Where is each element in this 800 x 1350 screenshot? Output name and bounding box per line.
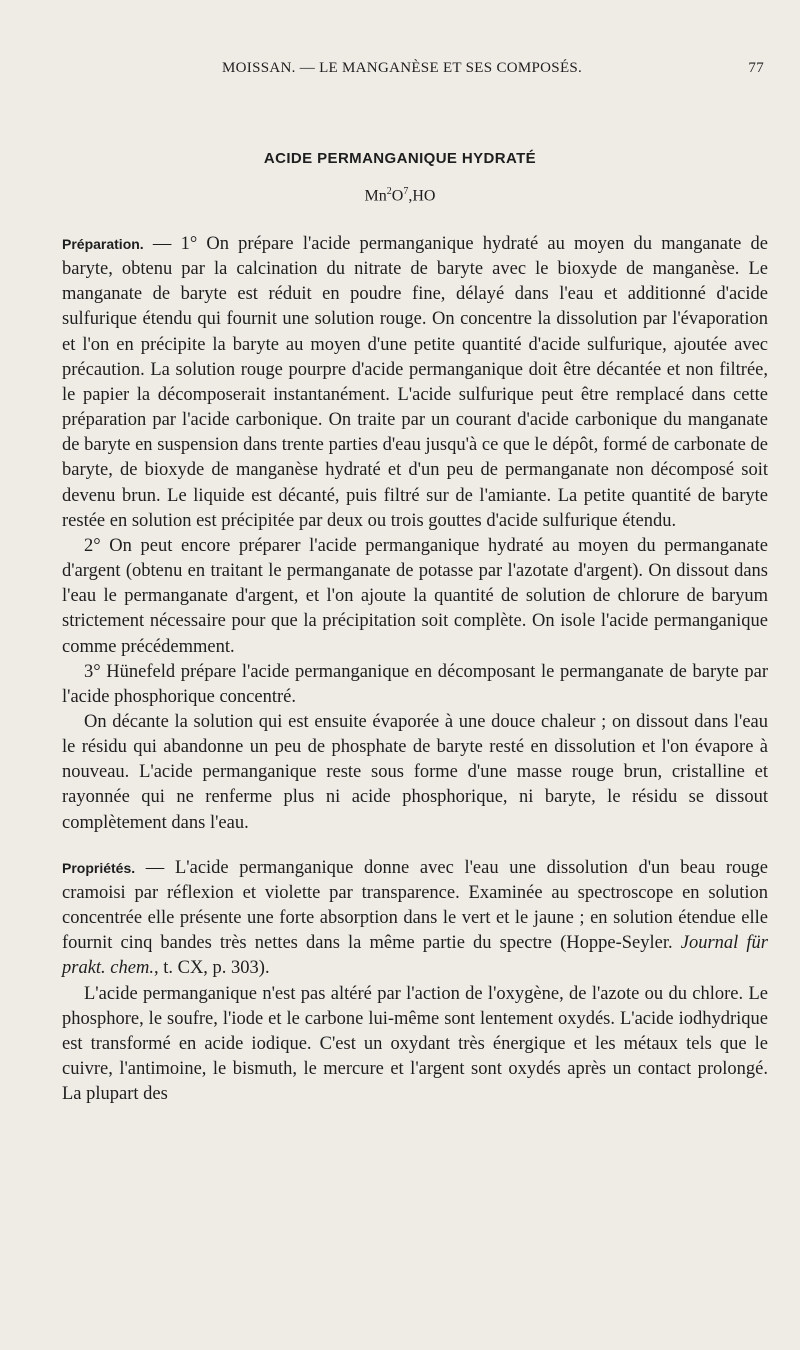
runin-heading-properties: Propriétés. — [62, 859, 136, 876]
formula-element-ho: ,HO — [408, 187, 436, 205]
page-number: 77 — [748, 60, 764, 76]
section-title: ACIDE PERMANGANIQUE HYDRATÉ — [263, 150, 537, 167]
paragraph-preparation-1 — [62, 232, 768, 534]
running-title: MOISSAN. — LE MANGANÈSE ET SES COMPOSÉS. — [222, 60, 583, 76]
formula-subscript-7: 7 — [403, 186, 409, 197]
paragraph-preparation-3: 3° Hünefeld prépare l'acide permanganique en décomposant le permanganate de baryte par l'acide phosphorique concentré. — [62, 661, 768, 707]
formula-element-o: O — [391, 187, 404, 205]
journal-citation: Journal für prakt. chem. — [62, 933, 769, 979]
formula-subscript-2: 2 — [386, 186, 392, 197]
paragraph-properties-2: L'acide permanganique n'est pas altéré par l'action de l'oxygène, de l'azote ou du chlore. Le phosphore, le soufre, l'iode et le carbone lui-même sont lentement oxydés. L'acide iodhydrique est transformé en acide iodique. C'est un oxydant très énergique et les métaux tels que le cuivre, l'antimoine, le bismuth, le mercure et l'argent sont oxydés après un contact prolongé. La plupart des — [62, 983, 768, 1105]
paragraph-preparation-2: 2° On peut encore préparer l'acide permanganique hydraté au moyen du permanganate d'argent (obtenu en traitant le permanganate de potasse par l'azotate d'argent). On dissout dans l'eau le permanganate d'argent, et l'on ajoute la quantité de solution de chlorure de baryum strictement nécessaire pour que la précipitation soit complète. On isole l'acide permanganique comme précédemment. — [62, 535, 768, 657]
paragraph-text: , t. CX, p. 303). — [153, 958, 270, 979]
running-header — [62, 60, 768, 84]
paragraph-text: — L'acide permanganique donne avec l'eau une dissolution d'un beau rouge cramoisi par réflexion et violette par transparence. Examinée au spectroscope en solution concentrée elle présente une forte absorption dans le vert et le jaune ; en solution étendue elle fournit cinq bandes très nettes dans la même partie du spectre (Hoppe-Seyler. — [62, 857, 768, 954]
formula-element-mn: Mn — [364, 187, 387, 205]
paragraph-properties-1 — [62, 856, 768, 982]
paragraph-preparation-4: On décante la solution qui est ensuite évaporée à une douce chaleur ; on dissout dans l'eau le résidu qui abandonne un peu de phosphate de baryte resté en dissolution et l'on évapore à nouveau. L'acide permanganique reste sous forme d'une masse rouge brun, cristalline et rayonnée qui ne renferme plus ni acide phosphorique, ni baryte, le résidu se dissout complètement dans l'eau. — [62, 711, 768, 833]
chemical-formula — [0, 186, 800, 205]
body-text — [62, 232, 768, 1107]
paragraph-text: — 1° On prépare l'acide permanganique hydraté au moyen du manganate de baryte, obtenu par la calcination du nitrate de baryte avec le bioxyde de manganèse. Le manganate de baryte est réduit en poudre fine, délayé dans l'eau et additionné d'acide sulfurique étendu qui fournit une solution rouge. On concentre la dissolution par l'évaporation et l'on en précipite la baryte au moyen d'une petite quantité d'acide sulfurique, ajoutée avec précaution. La solution rouge pourpre d'acide permanganique doit être décantée et non filtrée, le papier la décomposerait instantanément. L'acide sulfurique peut être remplacé dans cette préparation par l'acide carbonique. On traite par un courant d'acide carbonique du manganate de baryte en suspension dans trente parties d'eau jusqu'à ce que le dépôt, formé de carbonate de baryte, de bioxyde de manganèse hydraté et d'un peu de permanganate non décomposé soit devenu brun. Le liquide est décanté, puis filtré sur de l'amiante. La petite quantité de baryte restée en solution est précipitée par deux ou trois gouttes d'acide sulfurique étendu. — [62, 234, 768, 531]
runin-heading-preparation: Préparation. — [62, 236, 144, 252]
